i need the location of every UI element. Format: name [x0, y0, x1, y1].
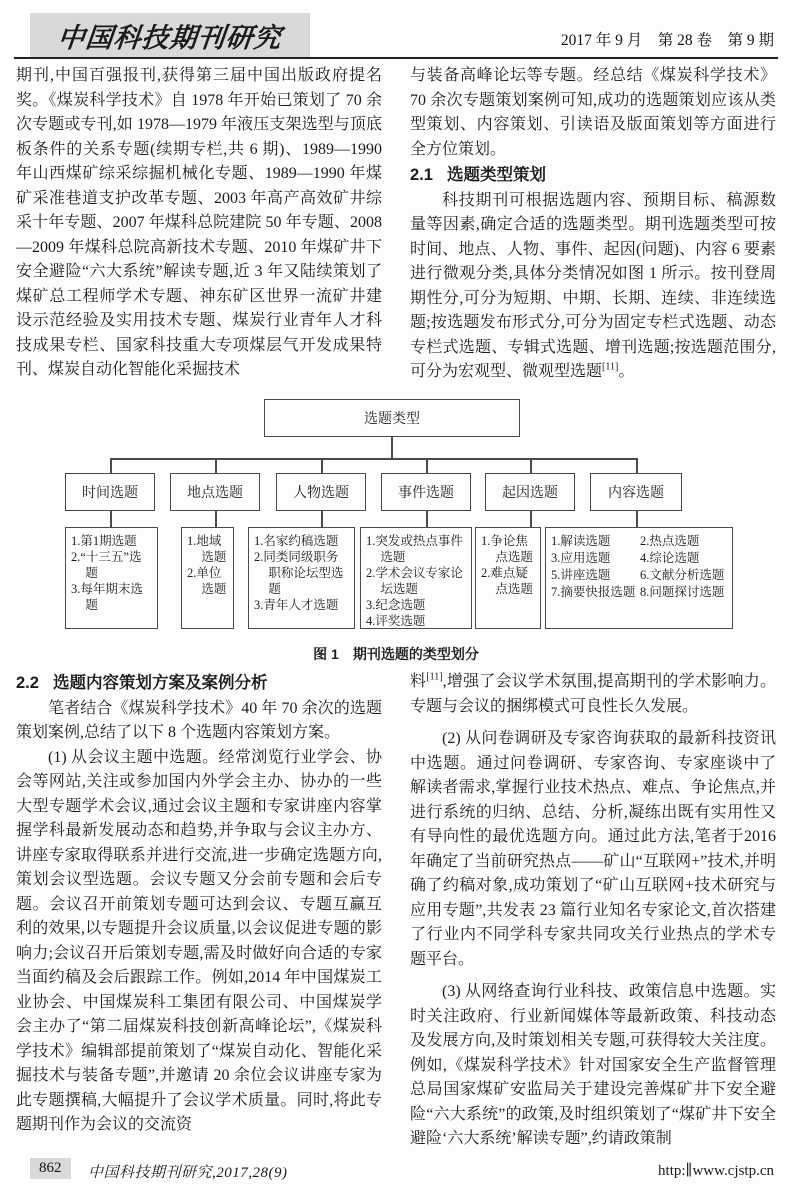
flowchart-leaf-content	[545, 527, 733, 629]
page-number: 862	[30, 1158, 71, 1179]
leaf-item: 1.名家约稿选题	[254, 534, 339, 548]
leaf-item: 4.评奖选题	[366, 614, 426, 628]
connector-line	[636, 458, 638, 473]
paragraph-topic-types	[410, 189, 776, 385]
journal-logo-text: 中国科技期刊研究	[56, 22, 284, 53]
journal-logo	[30, 13, 310, 57]
paragraph-eight-plans: 笔者结合《煤炭科学技术》40 年 70 余次的选题策划案例,总结了以下 8 个选题内容策划方案。	[16, 699, 382, 741]
flowchart-child-content: 内容选题	[590, 473, 682, 511]
leaf-item: 3.每年期末选题	[71, 582, 143, 612]
leaf-item: 3.青年人才选题	[254, 598, 339, 612]
leaf-item: 2.难点疑点选题	[481, 566, 533, 596]
connector-line	[636, 511, 638, 527]
connector-line	[530, 511, 532, 527]
leaf-item: 4.综论选题	[640, 551, 700, 565]
flowchart-leaf-event	[360, 527, 472, 629]
section-heading-2-1	[410, 163, 776, 188]
paragraph-plan-2-survey: (2) 从问卷调研及专家咨询获取的最新科技资讯中选题。通过问卷调研、专家咨询、专家座谈中了解读者需求,掌握行业技术热点、难点、争论焦点,并进行系统的归纳、总结、分析,凝练出既有实用性又有导向性的最优选题方向。通过此方法,笔者于2016 年确定了当前研究热点——矿山“互联网+”技术,并明确了约稿对象,成功策划了“矿山互联网+技术研究与应用专题”,共发表 23 篇行业知名专家论文,首次搭建了行业内不同学科专家共同攻关行业热点的学术专题平台。	[410, 730, 776, 968]
paragraph-plan-3-web: (3) 从网络查询行业科技、政策信息中选题。实时关注政府、行业新闻媒体等最新政策、科技动态及发展方向,及时策划相关专题,可获得较大关注度。例如,《煤炭科学技术》针对国家安全生产监督管理总局国家煤矿安监局关于建设完善煤矿井下安全避险“六大系统”的政策,及时组织策划了“煤矿井下安全避险‘六大系统’解读专题”,约请政策制	[410, 983, 776, 1147]
connector-line	[215, 458, 217, 473]
paragraph-topic-history: 期刊,中国百强报刊,获得第三届中国出版政府提名奖。《煤炭科学技术》自 1978 年开始已策划了 70 余次专题或专刊,如 1978—1979 年液压支架选型与顶底板条件的关系专题(续期专栏,共 6 期)、1989—1990 年山西煤矿综采综掘机械化专题、1989—1990 年煤矿采准巷道支护改革专题、2003 年高产高效矿井综采十年专题、2007 年煤科总院建院 50 年专题、2008—2009 年煤科总院高新技术专题、2010 年煤矿井下安全避险“六大系统”解读专题,近 3 年又陆续策划了煤矿总工程师学术专题、神东矿区世界一流矿井建设示范经验及实用技术专题、煤炭行业青年人才科技成果专栏、国家科技重大专项煤层气开发成果特刊、煤炭自动化智能化采掘技术	[16, 67, 382, 378]
journal-reference: 中国科技期刊研究,2017,28(9)	[88, 1165, 288, 1181]
paragraph-text: 。	[618, 363, 635, 380]
connector-line	[391, 437, 393, 458]
figure-1-flowchart	[0, 396, 792, 670]
leaf-item: 2.单位选题	[187, 566, 227, 596]
section-title: 选题类型策划	[446, 166, 546, 184]
flowchart-leaf-person	[248, 527, 355, 629]
flowchart-leaf-time	[65, 527, 158, 629]
connector-line	[321, 511, 323, 527]
leaf-item: 5.讲座选题	[551, 568, 611, 582]
flowchart-leaf-place	[181, 527, 234, 629]
flowchart-leaf-cause	[475, 527, 541, 629]
page-footer	[0, 1158, 792, 1188]
leaf-item: 8.问题探讨选题	[640, 585, 725, 599]
figure-caption: 图 1 期刊选题的类型划分	[313, 646, 479, 662]
flowchart-child-place: 地点选题	[170, 473, 260, 511]
paragraph-text: 料	[410, 673, 427, 690]
leaf-item: 1.地域选题	[187, 534, 227, 564]
connector-line	[215, 511, 217, 527]
connector-line	[110, 458, 112, 473]
leaf-item: 1.争论焦点选题	[481, 534, 533, 564]
leaf-item: 3.纪念选题	[366, 598, 426, 612]
column-right-bottom	[410, 670, 776, 1148]
connector-line	[426, 458, 428, 473]
citation-ref: [11]	[426, 671, 443, 683]
column-left-top	[16, 64, 382, 396]
paragraph-conference-material	[410, 670, 776, 719]
connector-line	[110, 511, 112, 527]
paragraph-text: ,增强了会议学术氛围,提高期刊的学术影响力。专题与会议的捆绑模式可良性长久发展。	[410, 673, 776, 715]
paragraph-text: 科技期刊可根据选题内容、预期目标、稿源数量等因素,确定合适的选题类型。期刊选题类型可按时间、地点、人物、事件、起因(问题)、内容 6 要素进行微观分类,具体分类情况如图 1 所示。按刊登周期性分,可分为短期、中期、长期、连续、非连续选题;按选题发布形式分,可分为固定专栏式选题、动态专栏式选题、专辑式选题、增刊选题;按选题范围分,可分为宏观型、微观型选题	[410, 191, 776, 380]
header-rule	[14, 57, 778, 59]
flowchart-root-box: 选题类型	[264, 399, 520, 437]
section-title: 选题内容策划方案及案例分析	[52, 674, 268, 692]
leaf-item: 7.摘要快报选题	[551, 585, 636, 599]
leaf-item: 2.“十三五”选题	[71, 550, 142, 580]
flowchart-child-cause: 起因选题	[485, 473, 575, 511]
paragraph-plan-1-conference: (1) 从会议主题中选题。经常浏览行业学会、协会等网站,关注或参加国内外学会主办、协办的一些大型专题学术会议,通过会议主题和专家讲座内容掌握学科最新发展动态和趋势,并争取与会议主办方、讲座专家取得联系并进行交流,进一步确定选题方向,策划会议型选题。会议专题又分会前专题和会后专题。会议召开前策划专题可达到会议、专题互赢互利的效果,以专题提升会议质量,以会议促进专题的影响力;会议召开后策划专题,需及时做好向合适的专家当面约稿及会后跟踪工作。例如,2014 年中国煤炭工业协会、中国煤炭科工集团有限公司、中国煤炭学会主办了“第二届煤炭科技创新高峰论坛”,《煤炭科学技术》编辑部提前策划了“煤炭自动化、智能化采掘技术与装备专题”,并邀请 20 余位会议讲座专家为此专题撰稿,大幅提升了会议学术质量。同时,将此专题期刊作为会议的交流资	[16, 748, 382, 1133]
connector-line	[530, 458, 532, 473]
connector-line	[426, 511, 428, 527]
leaf-item: 1.突发或热点事件选题	[366, 534, 463, 564]
flowchart-child-event: 事件选题	[381, 473, 471, 511]
leaf-item: 1.第1期选题	[71, 534, 137, 548]
journal-url: http:∥www.cjstp.cn	[658, 1163, 774, 1179]
column-right-top	[410, 64, 776, 396]
section-number: 2.2	[16, 674, 39, 692]
citation-ref: [11]	[602, 361, 619, 373]
leaf-item: 2.热点选题	[640, 534, 700, 548]
leaf-item: 2.同类同级职务职称论坛型选题	[254, 550, 344, 596]
issue-info: 2017 年 9 月 第 28 卷 第 9 期	[560, 32, 774, 49]
section-heading-2-2	[16, 671, 382, 696]
connector-line	[321, 458, 323, 473]
flowchart-child-person: 人物选题	[276, 473, 366, 511]
flowchart-child-time: 时间选题	[65, 473, 155, 511]
connector-line	[110, 458, 637, 460]
leaf-item: 2.学术会议专家论坛选题	[366, 566, 463, 596]
column-left-bottom	[16, 670, 382, 1148]
leaf-item: 1.解读选题	[551, 534, 611, 548]
leaf-item: 6.文献分析选题	[640, 568, 725, 582]
section-number: 2.1	[410, 166, 433, 184]
leaf-item: 3.应用选题	[551, 551, 611, 565]
paragraph-planning-summary: 与装备高峰论坛等专题。经总结《煤炭科学技术》70 余次专题策划案例可知,成功的选题策划应该从类型策划、内容策划、引读语及版面策划等方面进行全方位策划。	[410, 67, 776, 158]
